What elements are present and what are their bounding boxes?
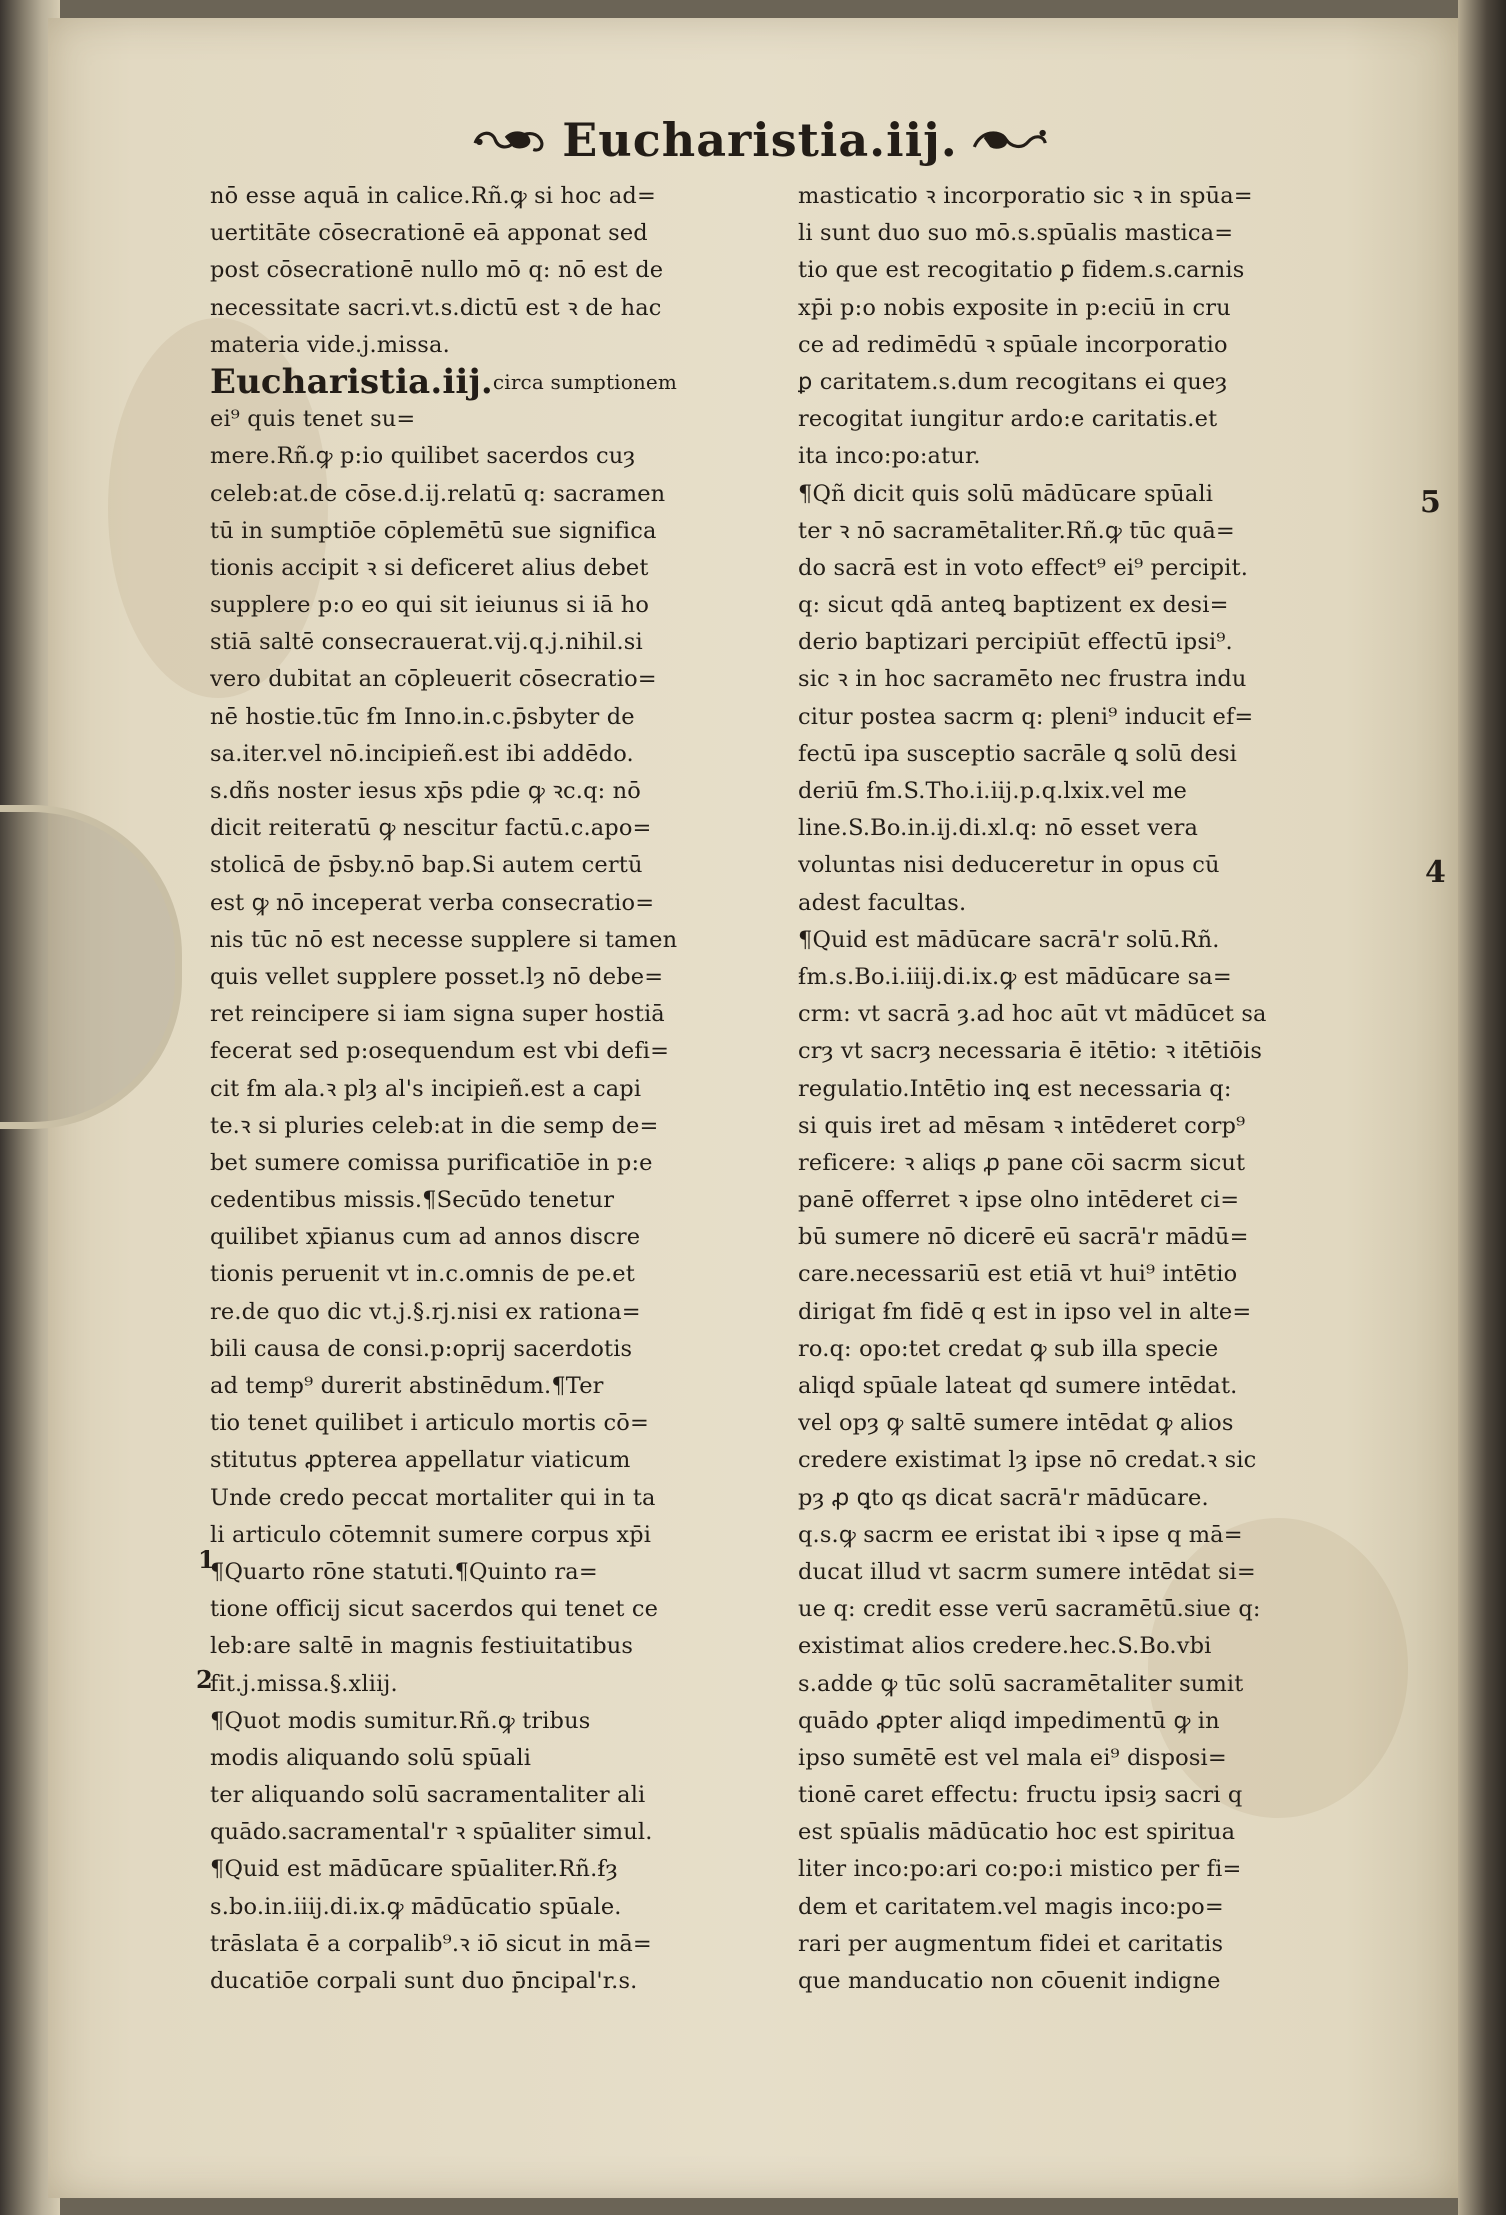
text-line: uertitāte cōsecrationē eā apponat sed: [210, 220, 648, 247]
text-line: est spūalis mādūcatio hoc est spiritua: [798, 1819, 1236, 1846]
text-line: adest facultas.: [798, 889, 967, 916]
right-ornament-icon: [968, 115, 1050, 165]
text-line: care.necessariū est etiā vt hui⁹ intētio: [798, 1261, 1238, 1288]
text-line: do sacrā est in voto effect⁹ ei⁹ percipit.: [798, 554, 1249, 581]
text-line: ro.q: opo:tet credat ꝙ sub illa specie: [798, 1335, 1219, 1362]
section-heading-word: Eucharistia.iij.: [210, 363, 493, 402]
text-line: cedentibus missis.¶Secūdo tenetur: [210, 1187, 615, 1214]
text-line: ue q: credit esse verū sacramētū.siue q:: [798, 1596, 1261, 1623]
text-line: dem et caritatem.vel magis inco:po=: [798, 1893, 1224, 1920]
text-line: te.ꝛ si pluries celeb:at in die semp de=: [210, 1112, 659, 1139]
text-line: ¶Quot modis sumitur.Rñ.ꝙ tribus: [210, 1707, 591, 1734]
margin-mark-four: 4: [1425, 855, 1446, 890]
text-line: stiā saltē consecrauerat.vij.q.j.nihil.si: [210, 629, 643, 656]
margin-mark-two: 2: [196, 1665, 213, 1694]
text-line: materia vide.j.missa.: [210, 331, 450, 358]
text-line: Unde credo peccat mortaliter qui in ta: [210, 1484, 656, 1511]
text-line: celeb:at.de cōse.d.ij.relatū q: sacramen: [210, 480, 666, 507]
text-line: ter ꝛ nō sacramētaliter.Rñ.ꝙ tūc quā=: [798, 517, 1235, 544]
text-line: sic ꝛ in hoc sacramēto nec frustra indu: [798, 666, 1247, 693]
text-line: nis tūc nō est necesse supplere si tamen: [210, 926, 678, 953]
text-line: deriū ẜm.S.Tho.i.iij.p.q.lxix.vel me: [798, 778, 1188, 804]
text-line: vel opȝ ꝙ saltē sumere intēdat ꝙ alios: [798, 1410, 1234, 1437]
text-line: ẜm.s.Bo.i.iiij.di.ix.ꝙ est mādūcare sa=: [798, 963, 1232, 990]
text-line: tionis accipit ꝛ si deficeret alius debet: [210, 554, 649, 581]
text-line: tū in sumptiōe cōplemētū sue significa: [210, 517, 657, 544]
right-text-column: [798, 178, 1458, 2000]
text-line: quādo.sacramental'r ꝛ spūaliter simul.: [210, 1819, 653, 1846]
left-text-column: [210, 178, 870, 2000]
text-line: s.dñs noster iesus xp̄s pdie ꝙ ꝛc.q: nō: [210, 778, 641, 804]
text-line: si quis iret ad mēsam ꝛ intēderet corp⁹: [798, 1112, 1246, 1139]
text-line: ipso sumētē est vel mala ei⁹ disposi=: [798, 1744, 1227, 1771]
text-line: ita inco:po:atur.: [798, 443, 981, 470]
text-line: crm: vt sacrā ȝ.ad hoc aūt vt mādūcet sa: [798, 1001, 1267, 1028]
text-line: ¶Quarto rōne statuti.¶Quinto ra=: [210, 1558, 598, 1585]
text-line: tionis peruenit vt in.c.omnis de pe.et: [210, 1261, 635, 1288]
text-line: reficere: ꝛ aliqs ꝓ pane cōi sacrm sicut: [798, 1149, 1246, 1176]
text-line: ꝑ caritatem.s.dum recogitans ei queȝ: [798, 368, 1228, 395]
text-line: que manducatio non cōuenit indigne: [798, 1968, 1221, 1994]
text-line: nō esse aquā in calice.Rñ.ꝙ si hoc ad=: [210, 183, 656, 209]
text-line: fectū ipa susceptio sacrāle ꝗ solū desi: [798, 740, 1238, 767]
text-line: rari per augmentum fidei et caritatis: [798, 1930, 1224, 1957]
text-line: bū sumere nō dicerē eū sacrā'r mādū=: [798, 1224, 1249, 1251]
text-line: vero dubitat an cōpleuerit cōsecratio=: [210, 666, 657, 693]
text-line: regulatio.Intētio inꝗ est necessaria q:: [798, 1075, 1232, 1102]
text-line: sa.iter.vel nō.incipieñ.est ibi addēdo.: [210, 740, 634, 767]
text-line: nē hostie.tūc ẜm Inno.in.c.p̄sbyter de: [210, 703, 635, 730]
text-line: liter inco:po:ari co:po:i mistico per fi=: [798, 1856, 1242, 1883]
text-line: tione officij sicut sacerdos qui tenet ce: [210, 1596, 659, 1623]
text-line: fit.j.missa.§.xliij.: [210, 1670, 398, 1697]
text-line: quilibet xp̄ianus cum ad annos discre: [210, 1224, 641, 1251]
book-edge-shadow: [1458, 0, 1506, 2215]
text-line: stolicā de p̄sby.nō bap.Si autem certū: [210, 852, 643, 879]
text-line: dicit reiteratū ꝙ nescitur factū.c.apo=: [210, 815, 652, 842]
text-line: leb:are saltē in magnis festiuitatibus: [210, 1633, 634, 1660]
text-line: aliqd spūale lateat qd sumere intēdat.: [798, 1373, 1238, 1399]
margin-mark-one: 1: [198, 1545, 215, 1574]
text-line: ret reincipere si iam signa super hostiā: [210, 1001, 665, 1028]
text-line: modis aliquando solū spūali: [210, 1744, 532, 1771]
text-line: ad temp⁹ durerit abstinēdum.¶Ter: [210, 1373, 604, 1399]
text-line: ¶Qñ dicit quis solū mādūcare spūali: [798, 480, 1214, 507]
text-line: panē offerret ꝛ ipse olno intēderet ci=: [798, 1187, 1240, 1214]
text-line: tionē caret effectu: fructu ipsiȝ sacri q: [798, 1782, 1243, 1809]
text-line: bet sumere comissa purificatiōe in p:e: [210, 1149, 653, 1176]
text-line: ducatiōe corpali sunt duo p̄ncipal'r.s.: [210, 1968, 638, 1994]
text-line: re.de quo dic vt.j.§.rj.nisi ex rationa=: [210, 1298, 641, 1325]
text-line: tio tenet quilibet i articulo mortis cō=: [210, 1410, 650, 1437]
text-line: ¶Quid est mādūcare spūaliter.Rñ.ẜȝ: [210, 1856, 618, 1883]
text-line: dirigat ẜm fidē q est in ipso vel in alte=: [798, 1298, 1252, 1325]
running-header: [470, 110, 1050, 170]
text-line: supplere p:o eo qui sit ieiunus si iā ho: [210, 592, 650, 619]
text-line: xp̄i p:o nobis exposite in p:eciū in cru: [798, 294, 1231, 321]
text-line: bili causa de consi.p:oprij sacerdotis: [210, 1335, 633, 1362]
text-line: credere existimat lȝ ipse nō credat.ꝛ sic: [798, 1447, 1257, 1474]
text-line: ter aliquando solū sacramentaliter ali: [210, 1782, 646, 1809]
text-line: derio baptizari percipiūt effectū ipsi⁹.: [798, 629, 1233, 656]
text-line: post cōsecrationē nullo mō q: nō est de: [210, 257, 664, 284]
text-line: ce ad redimēdū ꝛ spūale incorporatio: [798, 331, 1228, 358]
text-line: crȝ vt sacrȝ necessaria ē itētio: ꝛ itētiōis: [798, 1038, 1263, 1065]
text-line: q.s.ꝙ sacrm ee eristat ibi ꝛ ipse q mā=: [798, 1521, 1243, 1548]
text-line: quis vellet supplere posset.lȝ nō debe=: [210, 963, 664, 990]
text-line: ei⁹ quis tenet su=: [210, 406, 416, 433]
left-ornament-icon: [470, 115, 552, 165]
text-line: li articulo cōtemnit sumere corpus xp̄i: [210, 1521, 652, 1548]
text-line: citur postea sacrm q: pleni⁹ inducit ef=: [798, 703, 1254, 730]
text-line: pȝ ꝓ ꝗto qs dicat sacrā'r mādūcare.: [798, 1484, 1209, 1511]
text-line: trāslata ē a corpalib⁹.ꝛ iō sicut in mā=: [210, 1930, 652, 1957]
text-line: recogitat iungitur ardo:e caritatis.et: [798, 406, 1218, 433]
text-line: ducat illud vt sacrm sumere intēdat si=: [798, 1558, 1256, 1585]
page-title: Eucharistia.iij.: [562, 113, 958, 167]
text-line: stitutus ꝓpterea appellatur viaticum: [210, 1447, 631, 1474]
text-line: fecerat sed p:osequendum est vbi defi=: [210, 1038, 670, 1065]
margin-mark-five: 5: [1420, 485, 1441, 520]
text-line: est ꝙ nō inceperat verba consecratio=: [210, 889, 655, 916]
text-line: li sunt duo suo mō.s.spūalis mastica=: [798, 220, 1234, 247]
text-line: existimat alios credere.hec.S.Bo.vbi: [798, 1633, 1212, 1660]
text-line: line.S.Bo.in.ij.di.xl.q: nō esset vera: [798, 815, 1199, 842]
text-line: cit ẜm ala.ꝛ plȝ al's incipieñ.est a capi: [210, 1075, 642, 1102]
text-line: s.bo.in.iiij.di.ix.ꝙ mādūcatio spūale.: [210, 1893, 622, 1920]
text-line: q: sicut qdā anteꝗ baptizent ex desi=: [798, 592, 1229, 619]
text-line: necessitate sacri.vt.s.dictū est ꝛ de hac: [210, 294, 662, 321]
text-line: quādo ꝓpter aliqd impedimentū ꝙ in: [798, 1707, 1220, 1734]
text-line: mere.Rñ.ꝙ p:io quilibet sacerdos cuȝ: [210, 443, 636, 470]
text-line: tio que est recogitatio ꝑ fidem.s.carnis: [798, 257, 1245, 284]
text-line: masticatio ꝛ incorporatio sic ꝛ in spūa=: [798, 183, 1253, 209]
section-heading: [210, 364, 870, 401]
text-line: voluntas nisi deduceretur in opus cū: [798, 852, 1220, 879]
text-line: s.adde ꝙ tūc solū sacramētaliter sumit: [798, 1670, 1244, 1697]
text-line: ¶Quid est mādūcare sacrā'r solū.Rñ.: [798, 926, 1220, 953]
section-heading-sup: circa sumptionem: [492, 369, 678, 394]
